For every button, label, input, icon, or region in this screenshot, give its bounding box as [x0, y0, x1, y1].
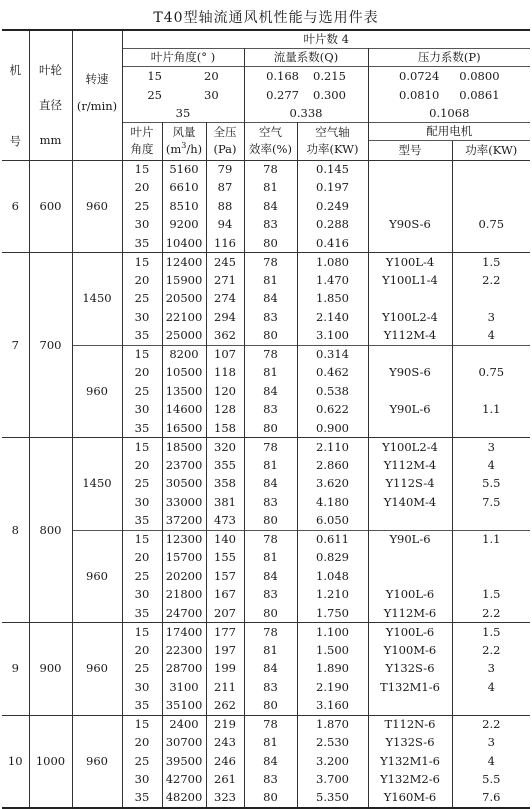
total-pressure-cell: 120	[206, 382, 244, 401]
total-pressure-cell: 246	[206, 752, 244, 771]
motor-type-cell: Y100L-6	[368, 623, 452, 642]
impeller-dia-cell: 800	[29, 438, 72, 623]
shaft-power-cell: 0.249	[297, 197, 368, 216]
blade-angle-cell: 35	[122, 789, 162, 808]
shaft-power-cell: 1.048	[297, 567, 368, 586]
shaft-power-cell: 0.622	[297, 401, 368, 420]
motor-type-cell: Y100L2-4	[368, 438, 452, 457]
air-flow-cell: 12300	[162, 530, 206, 549]
air-efficiency-cell: 78	[244, 253, 297, 272]
flow-coef-row: 0.277 0.300	[244, 86, 368, 105]
col-motor-type: 型号	[368, 140, 452, 160]
blade-angle-cell: 15	[122, 715, 162, 734]
air-flow-cell: 13500	[162, 382, 206, 401]
air-flow-cell: 15900	[162, 271, 206, 290]
motor-power-cell: 7.6	[452, 789, 530, 808]
motor-type-cell	[368, 419, 452, 438]
table-row	[2, 345, 530, 364]
shaft-power-cell: 2.140	[297, 308, 368, 327]
blade-angle-cell: 25	[122, 475, 162, 494]
pressure-coef-title: 压力系数(P)	[368, 49, 530, 67]
motor-power-cell: 7.5	[452, 493, 530, 512]
total-pressure-cell: 118	[206, 364, 244, 383]
motor-type-cell	[368, 697, 452, 716]
impeller-dia-cell: 1000	[29, 715, 72, 808]
table-body	[2, 30, 530, 808]
total-pressure-cell: 94	[206, 216, 244, 235]
shaft-power-cell: 2.860	[297, 456, 368, 475]
blade-angle-row: 35	[122, 105, 244, 123]
shaft-power-cell: 0.145	[297, 160, 368, 179]
impeller-dia-header: 叶轮 直径 mm	[29, 30, 72, 160]
motor-type-cell: Y90L-6	[368, 530, 452, 549]
air-flow-cell: 21800	[162, 586, 206, 605]
motor-power-cell: 4	[452, 678, 530, 697]
air-efficiency-cell: 78	[244, 530, 297, 549]
motor-type-cell: Y90L-6	[368, 401, 452, 420]
motor-type-cell: Y132M1-6	[368, 752, 452, 771]
blade-angle-cell: 15	[122, 623, 162, 642]
air-flow-cell: 30500	[162, 475, 206, 494]
motor-power-cell: 1.1	[452, 401, 530, 420]
air-efficiency-cell: 80	[244, 789, 297, 808]
shaft-power-cell: 0.416	[297, 234, 368, 253]
machine-no-cell: 6	[11, 198, 19, 213]
air-efficiency-cell: 78	[244, 160, 297, 179]
air-efficiency-cell: 81	[244, 271, 297, 290]
total-pressure-cell: 358	[206, 475, 244, 494]
blade-angle-cell: 20	[122, 734, 162, 753]
blade-angle-cell: 25	[122, 197, 162, 216]
air-efficiency-cell: 84	[244, 567, 297, 586]
shaft-power-cell: 1.080	[297, 253, 368, 272]
speed-cell: 960	[72, 530, 122, 623]
impeller-dia-cell: 900	[29, 623, 72, 716]
shaft-power-cell: 1.500	[297, 641, 368, 660]
motor-type-cell	[368, 197, 452, 216]
total-pressure-cell: 177	[206, 623, 244, 642]
speed-cell: 960	[72, 345, 122, 438]
shaft-power-cell: 3.100	[297, 327, 368, 346]
pressure-coef-row: 0.0810 0.0861	[368, 86, 530, 105]
total-pressure-cell: 320	[206, 438, 244, 457]
shaft-power-cell: 1.750	[297, 604, 368, 623]
motor-power-cell: 4	[452, 327, 530, 346]
motor-power-cell: 5.5	[452, 771, 530, 790]
air-efficiency-cell: 83	[244, 493, 297, 512]
shaft-power-cell: 6.050	[297, 512, 368, 531]
air-flow-cell: 28700	[162, 660, 206, 679]
flow-coef-row: 0.338	[244, 105, 368, 123]
blade-angle-cell: 15	[122, 160, 162, 179]
motor-type-cell: Y100L1-4	[368, 271, 452, 290]
motor-power-cell: 3	[452, 660, 530, 679]
machine-no-header: 机 号	[9, 63, 21, 148]
total-pressure-cell: 199	[206, 660, 244, 679]
shaft-power-cell: 5.350	[297, 789, 368, 808]
air-flow-cell: 20500	[162, 290, 206, 309]
motor-power-cell	[452, 160, 530, 179]
motor-type-cell: Y112M-4	[368, 327, 452, 346]
shaft-power-cell: 0.288	[297, 216, 368, 235]
machine-no-cell: 8	[11, 522, 19, 537]
impeller-dia-cell: 600	[29, 160, 72, 253]
air-efficiency-cell: 78	[244, 345, 297, 364]
speed-cell: 1450	[72, 438, 122, 531]
air-efficiency-cell: 83	[244, 586, 297, 605]
blade-angle-cell: 25	[122, 567, 162, 586]
col-air-efficiency: 空气 效率(%)	[244, 122, 297, 160]
motor-power-cell	[452, 382, 530, 401]
air-efficiency-cell: 81	[244, 549, 297, 568]
motor-type-cell: Y160M-6	[368, 789, 452, 808]
air-efficiency-cell: 83	[244, 308, 297, 327]
impeller-dia-cell: 700	[29, 253, 72, 438]
motor-power-cell: 3	[452, 308, 530, 327]
shaft-power-cell: 0.611	[297, 530, 368, 549]
total-pressure-cell: 155	[206, 549, 244, 568]
motor-type-cell: Y90S-6	[368, 216, 452, 235]
total-pressure-cell: 79	[206, 160, 244, 179]
motor-type-cell	[368, 234, 452, 253]
motor-type-cell: T112N-6	[368, 715, 452, 734]
blade-angle-cell: 25	[122, 290, 162, 309]
motor-type-cell: T132M1-6	[368, 678, 452, 697]
motor-type-cell: Y100L-6	[368, 586, 452, 605]
blade-angle-cell: 25	[122, 382, 162, 401]
table-row	[2, 623, 530, 642]
pressure-coef-row: 0.1068	[368, 105, 530, 123]
total-pressure-cell: 473	[206, 512, 244, 531]
air-efficiency-cell: 84	[244, 197, 297, 216]
motor-power-cell	[452, 345, 530, 364]
blade-angle-cell: 30	[122, 308, 162, 327]
col-blade-angle: 叶片 角度	[122, 122, 162, 160]
shaft-power-cell: 3.160	[297, 697, 368, 716]
blade-angle-cell: 25	[122, 660, 162, 679]
table-row	[2, 715, 530, 734]
shaft-power-cell: 1.890	[297, 660, 368, 679]
air-flow-cell: 9200	[162, 216, 206, 235]
shaft-power-cell: 0.900	[297, 419, 368, 438]
blade-angle-cell: 35	[122, 604, 162, 623]
total-pressure-cell: 140	[206, 530, 244, 549]
blade-angle-cell: 30	[122, 771, 162, 790]
total-pressure-cell: 211	[206, 678, 244, 697]
air-flow-cell: 3100	[162, 678, 206, 697]
air-efficiency-cell: 78	[244, 623, 297, 642]
motor-power-cell	[452, 567, 530, 586]
air-flow-cell: 24700	[162, 604, 206, 623]
speed-cell: 1450	[72, 253, 122, 346]
motor-type-cell: Y132S-6	[368, 660, 452, 679]
col-total-pressure: 全压 (Pa)	[206, 122, 244, 160]
air-efficiency-cell: 78	[244, 438, 297, 457]
blade-angle-cell: 15	[122, 530, 162, 549]
air-efficiency-cell: 81	[244, 179, 297, 198]
blade-angle-cell: 20	[122, 364, 162, 383]
air-efficiency-cell: 84	[244, 752, 297, 771]
motor-power-cell: 2.2	[452, 641, 530, 660]
air-efficiency-cell: 83	[244, 678, 297, 697]
motor-power-cell: 5.5	[452, 475, 530, 494]
fan-performance-table	[2, 29, 530, 809]
air-flow-cell: 16500	[162, 419, 206, 438]
blade-angle-cell: 30	[122, 401, 162, 420]
motor-power-cell	[452, 419, 530, 438]
total-pressure-cell: 362	[206, 327, 244, 346]
air-flow-cell: 39500	[162, 752, 206, 771]
air-efficiency-cell: 81	[244, 364, 297, 383]
total-pressure-cell: 219	[206, 715, 244, 734]
motor-type-cell	[368, 179, 452, 198]
blade-angle-row: 25 30	[122, 86, 244, 105]
motor-type-cell: Y100L2-4	[368, 308, 452, 327]
total-pressure-cell: 167	[206, 586, 244, 605]
motor-type-cell	[368, 160, 452, 179]
motor-power-cell	[452, 549, 530, 568]
speed-cell: 960	[72, 623, 122, 716]
table-row	[2, 438, 530, 457]
motor-type-cell	[368, 290, 452, 309]
total-pressure-cell: 197	[206, 641, 244, 660]
speed-header: 转速 (r/min)	[72, 30, 122, 160]
motor-power-cell: 1.5	[452, 586, 530, 605]
total-pressure-cell: 158	[206, 419, 244, 438]
table-row	[2, 253, 530, 272]
total-pressure-cell: 262	[206, 697, 244, 716]
blade-angle-cell: 35	[122, 419, 162, 438]
air-efficiency-cell: 80	[244, 512, 297, 531]
motor-type-cell: Y132M2-6	[368, 771, 452, 790]
shaft-power-cell: 1.850	[297, 290, 368, 309]
blade-angle-cell: 30	[122, 586, 162, 605]
shaft-power-cell: 2.530	[297, 734, 368, 753]
motor-type-cell: Y100M-6	[368, 641, 452, 660]
motor-power-cell: 1.5	[452, 253, 530, 272]
air-efficiency-cell: 83	[244, 771, 297, 790]
motor-power-cell: 1.5	[452, 623, 530, 642]
air-flow-cell: 22300	[162, 641, 206, 660]
total-pressure-cell: 128	[206, 401, 244, 420]
table-row	[2, 530, 530, 549]
total-pressure-cell: 271	[206, 271, 244, 290]
shaft-power-cell: 1.210	[297, 586, 368, 605]
col-motor-power: 功率(KW)	[452, 140, 530, 160]
total-pressure-cell: 243	[206, 734, 244, 753]
motor-power-cell	[452, 697, 530, 716]
blade-angle-cell: 35	[122, 327, 162, 346]
air-flow-cell: 25000	[162, 327, 206, 346]
total-pressure-cell: 294	[206, 308, 244, 327]
total-pressure-cell: 107	[206, 345, 244, 364]
shaft-power-cell: 0.197	[297, 179, 368, 198]
air-flow-cell: 10400	[162, 234, 206, 253]
shaft-power-cell: 3.200	[297, 752, 368, 771]
air-flow-cell: 42700	[162, 771, 206, 790]
air-efficiency-cell: 80	[244, 604, 297, 623]
motor-power-cell: 4	[452, 752, 530, 771]
table-title: T40型轴流通风机性能与选用件表	[153, 10, 379, 26]
air-efficiency-cell: 80	[244, 234, 297, 253]
air-flow-cell: 48200	[162, 789, 206, 808]
blade-count-header: 叶片数 4	[122, 30, 530, 49]
shaft-power-cell: 0.829	[297, 549, 368, 568]
shaft-power-cell: 1.470	[297, 271, 368, 290]
air-flow-cell: 37200	[162, 512, 206, 531]
blade-angle-cell: 30	[122, 493, 162, 512]
total-pressure-cell: 274	[206, 290, 244, 309]
motor-power-cell: 2.2	[452, 715, 530, 734]
total-pressure-cell: 261	[206, 771, 244, 790]
air-flow-cell: 17400	[162, 623, 206, 642]
blade-angle-cell: 20	[122, 456, 162, 475]
shaft-power-cell: 1.100	[297, 623, 368, 642]
blade-angle-cell: 15	[122, 253, 162, 272]
air-flow-cell: 14600	[162, 401, 206, 420]
motor-power-cell: 0.75	[452, 216, 530, 235]
total-pressure-cell: 323	[206, 789, 244, 808]
blade-angle-cell: 15	[122, 438, 162, 457]
motor-power-cell: 0.75	[452, 364, 530, 383]
motor-type-cell: Y112S-4	[368, 475, 452, 494]
motor-type-cell	[368, 512, 452, 531]
motor-power-cell	[452, 234, 530, 253]
shaft-power-cell: 2.190	[297, 678, 368, 697]
air-efficiency-cell: 84	[244, 290, 297, 309]
total-pressure-cell: 245	[206, 253, 244, 272]
blade-angle-cell: 20	[122, 271, 162, 290]
air-efficiency-cell: 80	[244, 419, 297, 438]
motor-type-cell: Y112M-6	[368, 604, 452, 623]
pressure-coef-row: 0.0724 0.0800	[368, 67, 530, 86]
motor-title: 配用电机	[368, 122, 530, 140]
air-efficiency-cell: 83	[244, 401, 297, 420]
col-shaft-power: 空气轴 功率(KW)	[297, 122, 368, 160]
air-efficiency-cell: 78	[244, 715, 297, 734]
air-flow-cell: 23700	[162, 456, 206, 475]
machine-no-cell: 7	[11, 337, 19, 352]
shaft-power-cell: 3.700	[297, 771, 368, 790]
air-efficiency-cell: 81	[244, 641, 297, 660]
motor-type-cell: Y112M-4	[368, 456, 452, 475]
air-flow-cell: 35100	[162, 697, 206, 716]
shaft-power-cell: 0.314	[297, 345, 368, 364]
total-pressure-cell: 88	[206, 197, 244, 216]
shaft-power-cell: 4.180	[297, 493, 368, 512]
speed-cell: 960	[72, 715, 122, 808]
air-efficiency-cell: 80	[244, 327, 297, 346]
motor-power-cell	[452, 197, 530, 216]
shaft-power-cell: 3.620	[297, 475, 368, 494]
motor-type-cell	[368, 382, 452, 401]
machine-no-cell: 9	[11, 661, 19, 676]
shaft-power-cell: 2.110	[297, 438, 368, 457]
air-flow-cell: 12400	[162, 253, 206, 272]
blade-angle-cell: 35	[122, 512, 162, 531]
air-flow-cell: 30700	[162, 734, 206, 753]
blade-angle-cell: 15	[122, 345, 162, 364]
total-pressure-cell: 157	[206, 567, 244, 586]
air-flow-cell: 8510	[162, 197, 206, 216]
air-efficiency-cell: 84	[244, 660, 297, 679]
motor-power-cell: 3	[452, 438, 530, 457]
air-efficiency-cell: 84	[244, 475, 297, 494]
total-pressure-cell: 207	[206, 604, 244, 623]
air-efficiency-cell: 84	[244, 382, 297, 401]
col-air-flow: 风量 $(m^3/h)$	[162, 122, 206, 160]
air-flow-cell: 10500	[162, 364, 206, 383]
air-efficiency-cell: 81	[244, 456, 297, 475]
blade-angle-cell: 25	[122, 752, 162, 771]
air-flow-cell: 5160	[162, 160, 206, 179]
motor-power-cell: 3	[452, 734, 530, 753]
motor-type-cell: Y140M-4	[368, 493, 452, 512]
motor-power-cell: 1.1	[452, 530, 530, 549]
flow-coef-title: 流量系数(Q)	[244, 49, 368, 67]
air-flow-cell: 22100	[162, 308, 206, 327]
blade-angle-cell: 35	[122, 234, 162, 253]
motor-power-cell: 2.2	[452, 271, 530, 290]
total-pressure-cell: 116	[206, 234, 244, 253]
total-pressure-cell: 381	[206, 493, 244, 512]
air-efficiency-cell: 83	[244, 216, 297, 235]
motor-type-cell: Y132S-6	[368, 734, 452, 753]
motor-type-cell	[368, 345, 452, 364]
total-pressure-cell: 87	[206, 179, 244, 198]
blade-angle-row: 15 20	[122, 67, 244, 86]
machine-no-cell: 10	[7, 753, 23, 768]
blade-angle-title: 叶片角度(° )	[122, 49, 244, 67]
motor-power-cell	[452, 512, 530, 531]
motor-type-cell	[368, 567, 452, 586]
shaft-power-cell: 1.870	[297, 715, 368, 734]
air-flow-cell: 2400	[162, 715, 206, 734]
air-flow-cell: 8200	[162, 345, 206, 364]
air-flow-cell: 20200	[162, 567, 206, 586]
motor-power-cell: 4	[452, 456, 530, 475]
air-flow-cell: 15700	[162, 549, 206, 568]
motor-type-cell	[368, 549, 452, 568]
blade-angle-cell: 30	[122, 678, 162, 697]
air-efficiency-cell: 80	[244, 697, 297, 716]
air-flow-cell: 33000	[162, 493, 206, 512]
motor-power-cell: 2.2	[452, 604, 530, 623]
blade-angle-cell: 30	[122, 216, 162, 235]
flow-coef-row: 0.168 0.215	[244, 67, 368, 86]
air-efficiency-cell: 81	[244, 734, 297, 753]
motor-type-cell: Y100L-4	[368, 253, 452, 272]
shaft-power-cell: 0.462	[297, 364, 368, 383]
motor-power-cell	[452, 290, 530, 309]
table-row	[2, 160, 530, 179]
blade-angle-cell: 35	[122, 697, 162, 716]
motor-type-cell: Y90S-6	[368, 364, 452, 383]
blade-angle-cell: 20	[122, 549, 162, 568]
air-flow-cell: 6610	[162, 179, 206, 198]
total-pressure-cell: 355	[206, 456, 244, 475]
speed-cell: 960	[72, 160, 122, 253]
blade-angle-cell: 20	[122, 641, 162, 660]
motor-power-cell	[452, 179, 530, 198]
blade-angle-cell: 20	[122, 179, 162, 198]
air-flow-cell: 18500	[162, 438, 206, 457]
shaft-power-cell: 0.538	[297, 382, 368, 401]
